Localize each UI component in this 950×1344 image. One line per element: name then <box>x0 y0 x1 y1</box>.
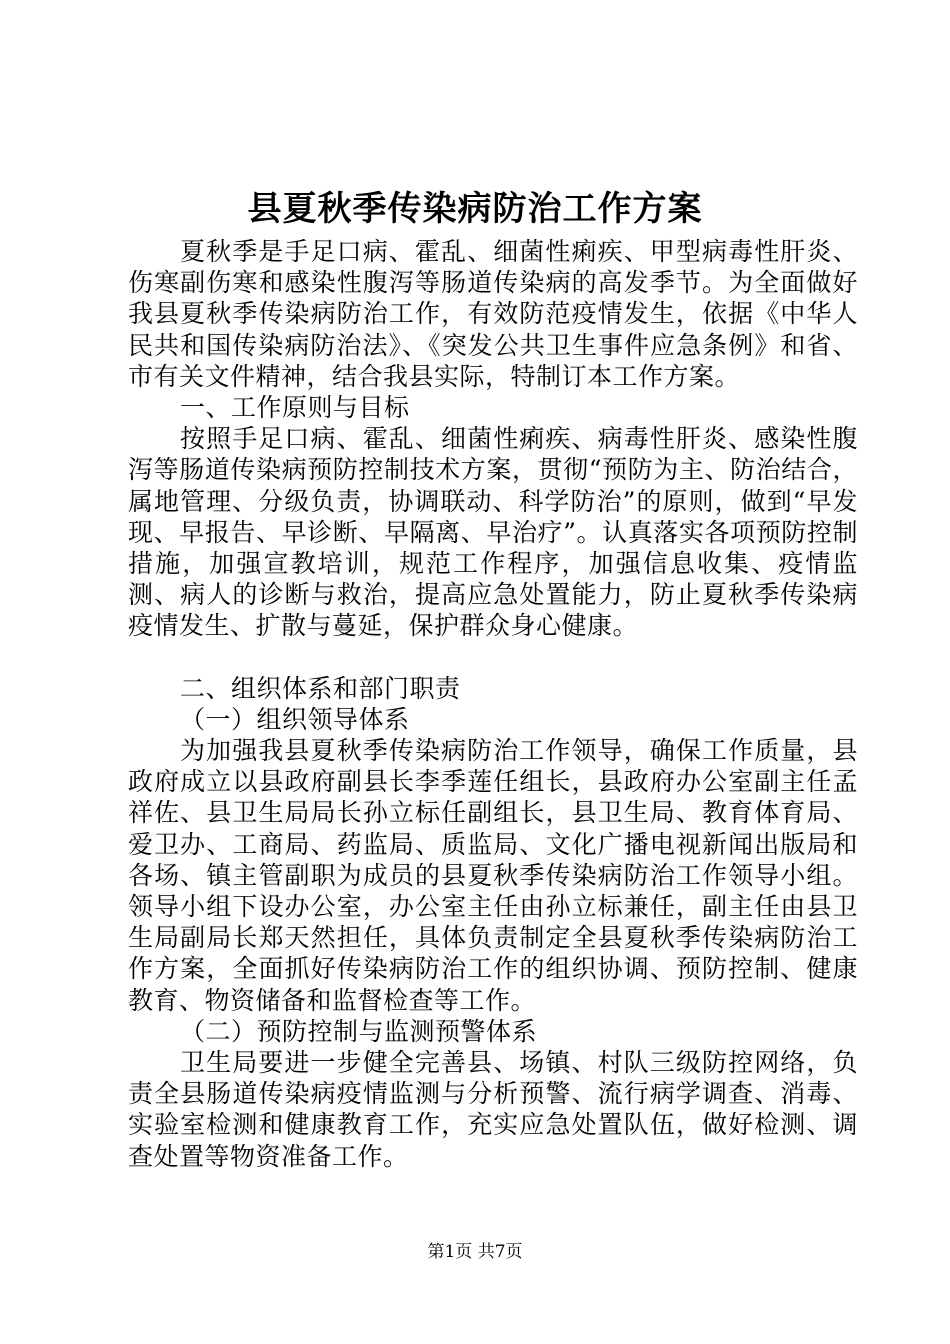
subsection-2-paragraph: 卫生局要进一步健全完善县、场镇、村队三级防控网络，负责全县肠道传染病疫情监测与分析预警、流行病学调查、消毒、实验室检测和健康教育工作，充实应急处置队伍，做好检测、调查处置等物资准备工作。 <box>128 1048 858 1171</box>
section-1-heading: 一、工作原则与目标 <box>180 393 410 423</box>
page-number-footer: 第1页 共7页 <box>427 1242 523 1262</box>
section-2-heading: 二、组织体系和部门职责 <box>180 673 461 703</box>
subsection-1-heading: （一）组织领导体系 <box>180 704 410 734</box>
blank-line <box>128 642 858 673</box>
intro-paragraph: 夏秋季是手足口病、霍乱、细菌性痢疾、甲型病毒性肝炎、伤寒副伤寒和感染性腹泻等肠道传染病的高发季节。为全面做好我县夏秋季传染病防治工作，有效防范疫情发生，依据《中华人民共和国传染病防治法》、《突发公共卫生事件应急条例》和省、市有关文件精神，结合我县实际，特制订本工作方案。 <box>128 237 858 391</box>
subsection-2-heading: （二）预防控制与监测预警体系 <box>180 1016 538 1046</box>
document-title: 县夏秋季传染病防治工作方案 <box>247 189 703 229</box>
section-1-paragraph: 按照手足口病、霍乱、细菌性痢疾、病毒性肝炎、感染性腹泻等肠道传染病预防控制技术方案，贯彻“预防为主、防治结合，属地管理、分级负责，协调联动、科学防治”的原则，做到“早发现、早报告、早诊断、早隔离、早治疗”。认真落实各项预防控制措施，加强宣教培训，规范工作程序，加强信息收集、疫情监测、病人的诊断与救治，提高应急处置能力，防止夏秋季传染病疫情发生、扩散与蔓延，保护群众身心健康。 <box>128 424 858 641</box>
subsection-1-paragraph: 为加强我县夏秋季传染病防治工作领导，确保工作质量，县政府成立以县政府副县长李季莲任组长，县政府办公室副主任孟祥佐、县卫生局局长孙立标任副组长，县卫生局、教育体育局、爱卫办、工商局、药监局、质监局、文化广播电视新闻出版局和各场、镇主管副职为成员的县夏秋季传染病防治工作领导小组。领导小组下设办公室，办公室主任由孙立标兼任，副主任由县卫生局副局长郑天然担任，具体负责制定全县夏秋季传染病防治工作方案，全面抓好传染病防治工作的组织协调、预防控制、健康教育、物资储备和监督检查等工作。 <box>128 736 858 1015</box>
document-body <box>128 236 858 1172</box>
